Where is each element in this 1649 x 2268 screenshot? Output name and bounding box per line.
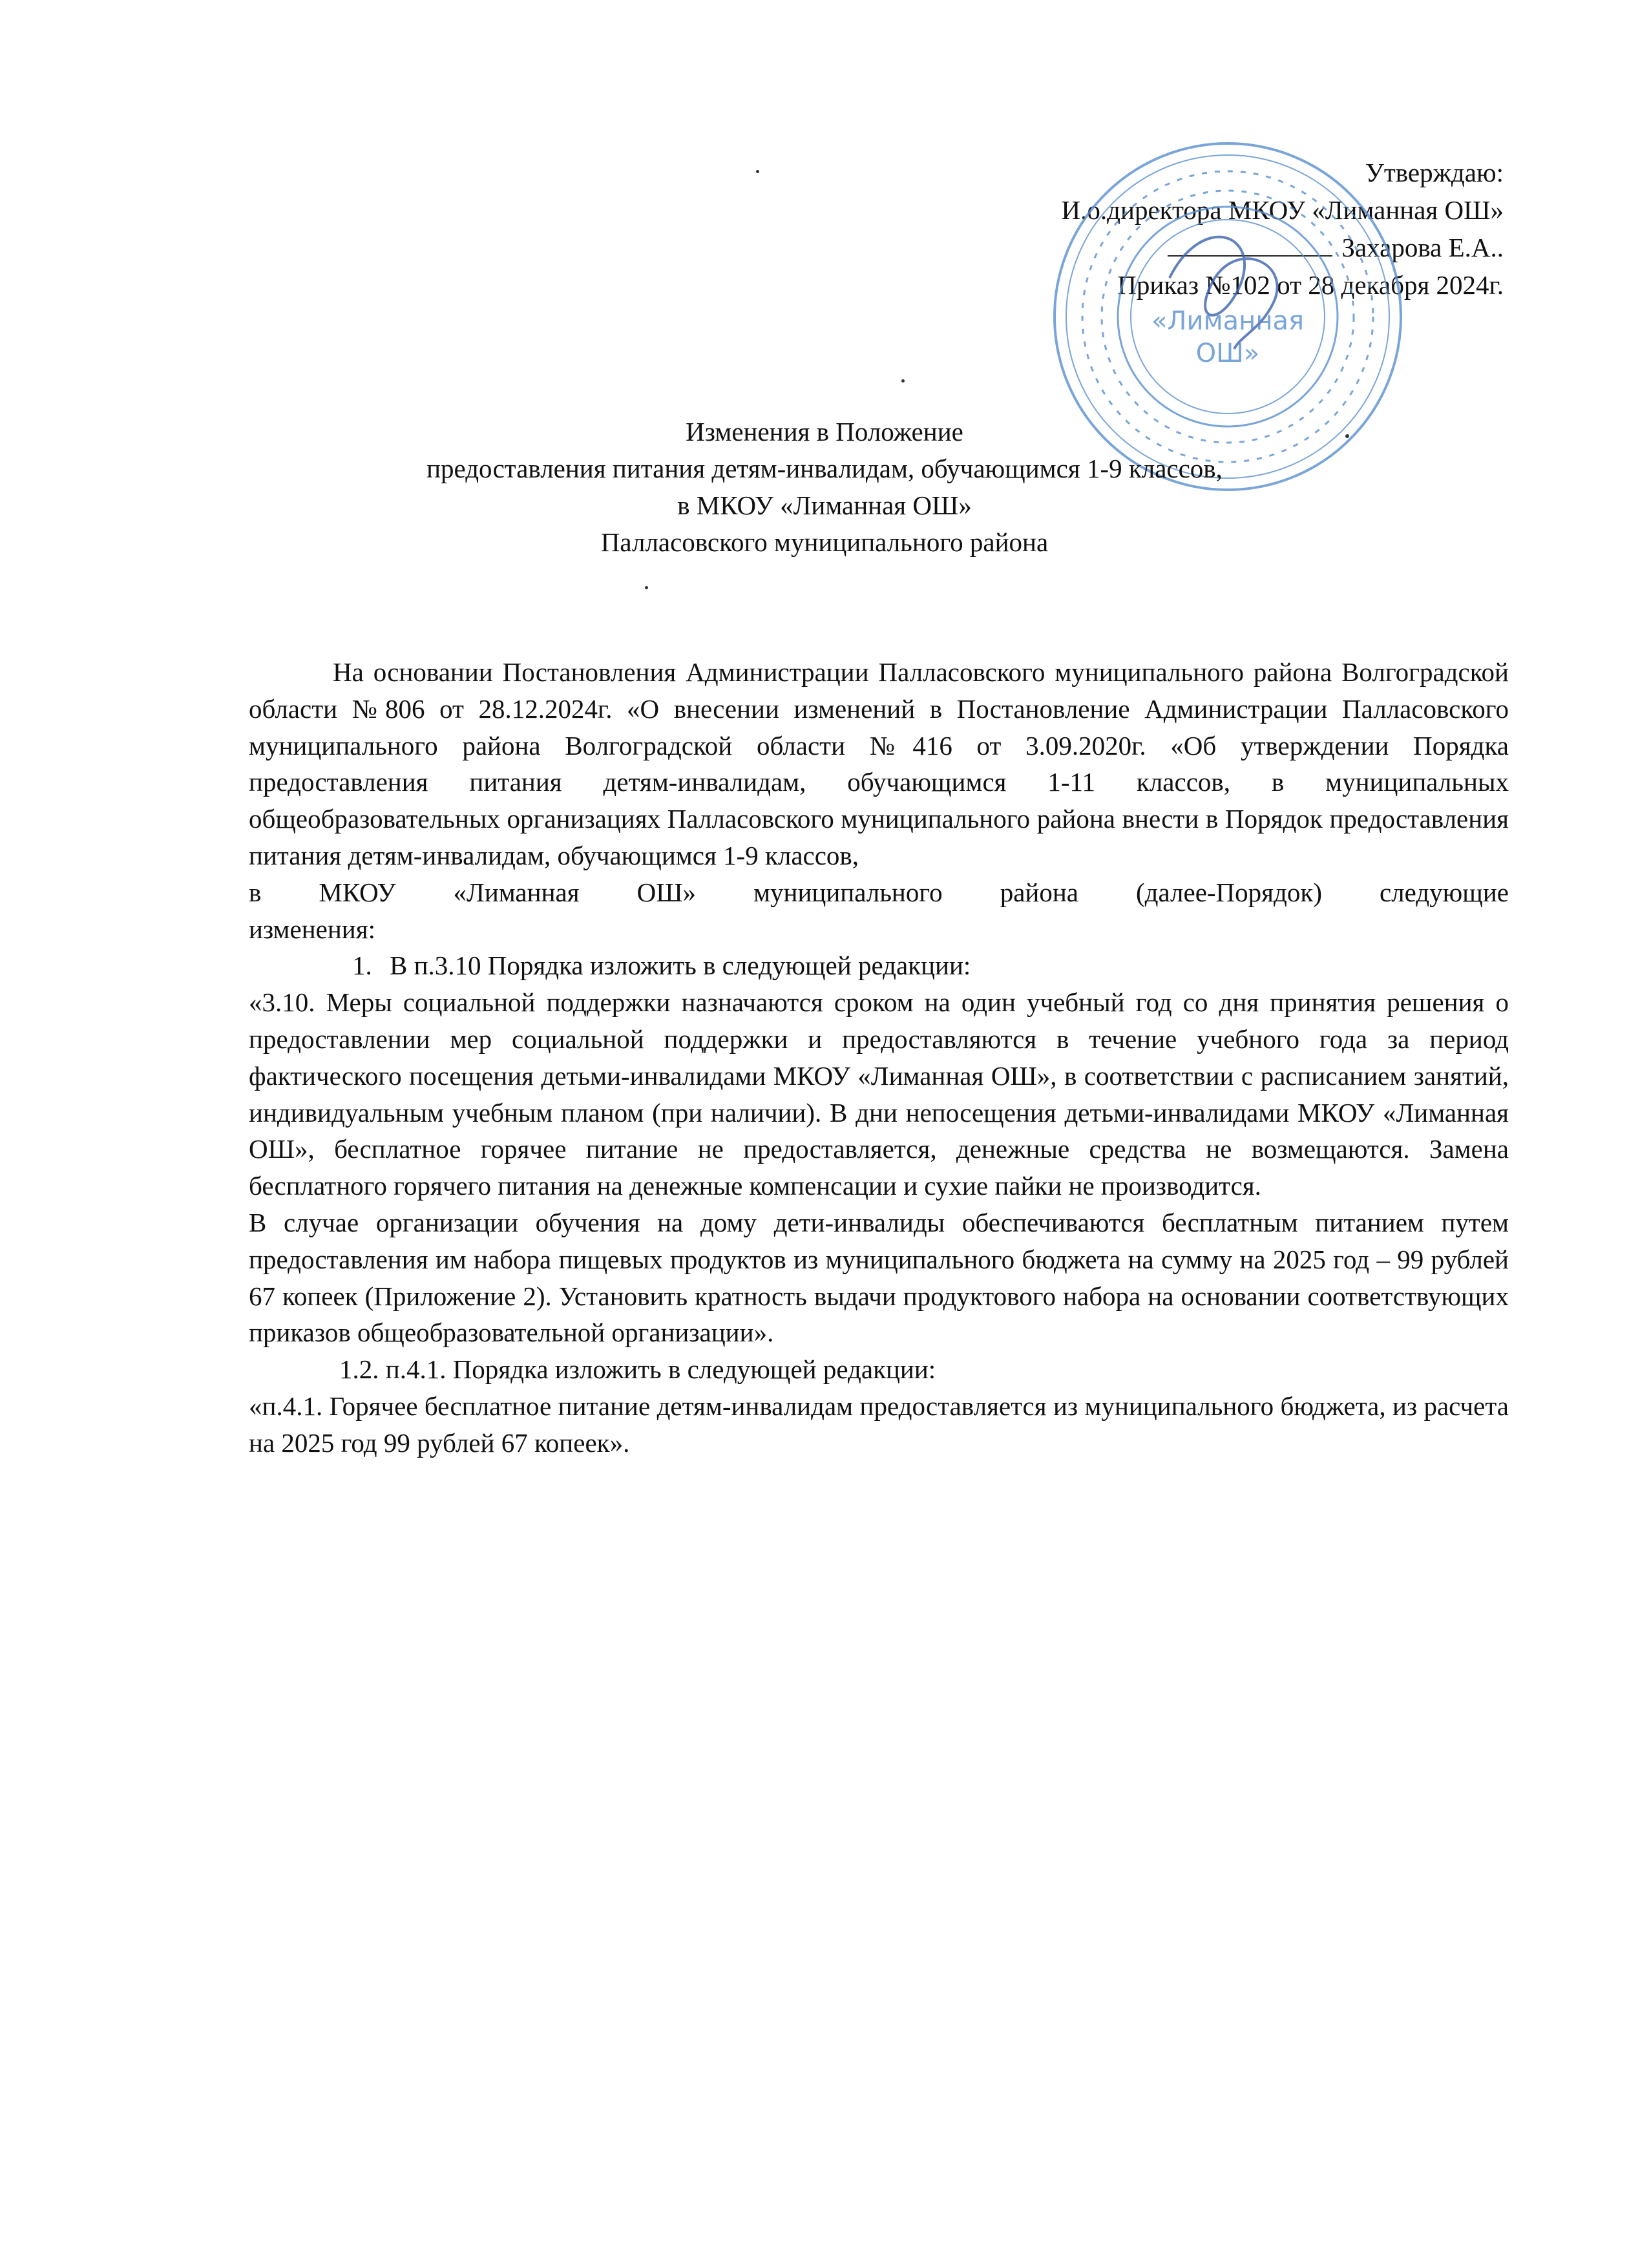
list-item-1	[249, 947, 1509, 984]
title-line-4: Палласовского муниципального района	[600, 527, 1049, 557]
approval-position: И.о.директора МКОУ «Лиманная ОШ»	[1061, 195, 1504, 225]
approval-order: Приказ №102 от 28 декабря 2024г.	[1117, 270, 1504, 300]
list-item-1-number: 1.	[352, 950, 372, 981]
scan-speck	[756, 170, 759, 173]
title-line-1: Изменения в Положение	[686, 417, 963, 446]
quote-paragraph-3: «п.4.1. Горячее бесплатное питание детям-инвалидам предоставляется из муниципального бюджета, из расчета на 2025 год 99 рублей 67 копеек».	[249, 1391, 1509, 1458]
intro-paragraph: На основании Постановления Администрации Палласовского муниципального района Волгоградской области №806 от 28.12.2024г. «О внесении изменений в Постановление Администрации Палласовского муниципального района Волгоградской области №416 от 3.09.2020г. «Об утверждении Порядка предоставления питания детям-инвалидам, обучающимся 1-11 классов, в муниципальных общеобразовательных организациях Палласовского муниципального района внести в Порядок предоставления питания детям-инвалидам, обучающимся 1-9 классов,	[249, 657, 1509, 870]
intro-continuation-end: изменения:	[249, 914, 375, 944]
quote-paragraph-2: В случае организации обучения на дому дети-инвалиды обеспечиваются бесплатным питанием путем предоставления им набора пищевых продуктов из муниципального бюджета на сумму на 2025 год – 99 рублей 67 копеек (Приложение 2). Установить кратность выдачи продуктового набора на основании соответствующих приказов общеобразовательной организации».	[249, 1207, 1509, 1348]
quote-paragraph-1: «3.10. Меры социальной поддержки назначаются сроком на один учебный год со дня принятия решения о предоставлении мер социальной поддержки и предоставляются в течение учебного года за период фактического посещения детьми-инвалидами МКОУ «Лиманная ОШ», в соответствии с расписанием занятий, индивидуальным учебным планом (при наличии). В дни непосещения детьми-инвалидами МКОУ «Лиманная ОШ», бесплатное горячее питание не предоставляется, денежные средства не возмещаются. Замена бесплатного горячего питания на денежные компенсации и сухие пайки не производится.	[249, 987, 1509, 1201]
scan-speck	[1345, 434, 1349, 438]
intro-continuation-line: в МКОУ «Лиманная ОШ» муниципального района (далее-Порядок) следующие	[249, 877, 1509, 907]
stamp-center-line2: ОШ»	[1195, 339, 1260, 368]
approval-heading: Утверждаю:	[1365, 158, 1504, 187]
scan-speck	[645, 586, 648, 589]
document-body	[249, 654, 1509, 1462]
list-item-1-text: В п.3.10 Порядка изложить в следующей редакции:	[390, 950, 971, 981]
list-item-1-2: 1.2. п.4.1. Порядка изложить в следующей редакции:	[339, 1354, 936, 1385]
stamp-center-line1: «Лиманная	[1151, 306, 1305, 336]
title-line-2: предоставления питания детям-инвалидам, обучающимся 1-9 классов,	[426, 454, 1223, 483]
document-title	[0, 414, 1649, 561]
scan-speck	[901, 379, 905, 383]
approval-signatory-name: Захарова Е.А..	[1341, 233, 1504, 262]
title-line-3: в МКОУ «Лиманная ОШ»	[677, 490, 972, 520]
